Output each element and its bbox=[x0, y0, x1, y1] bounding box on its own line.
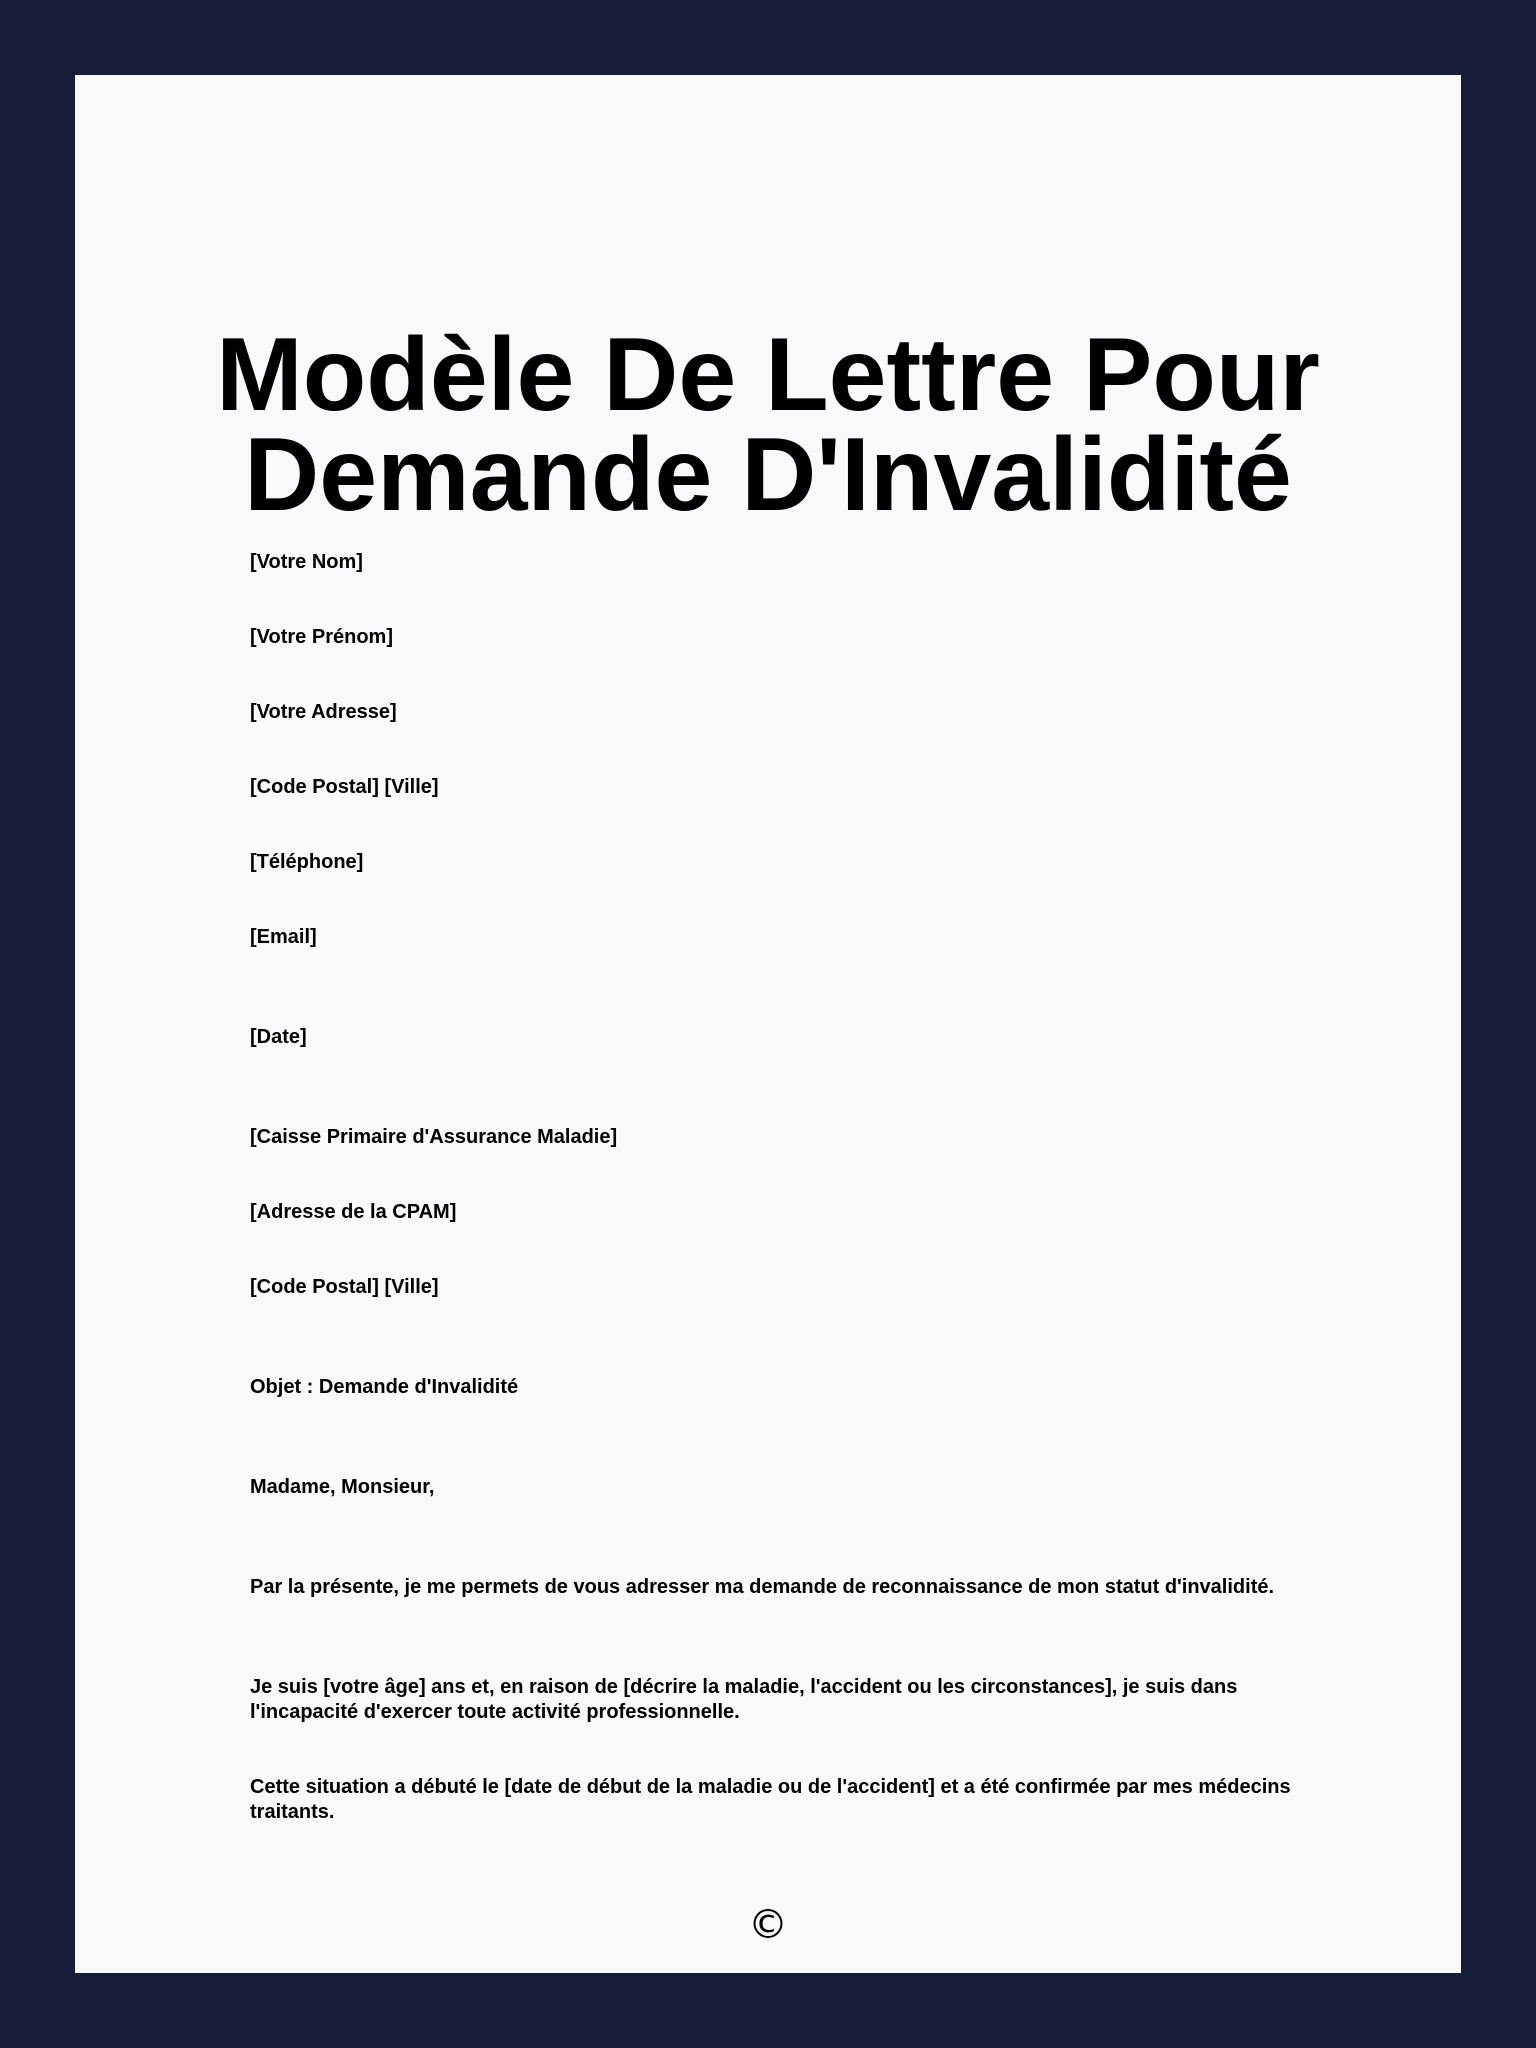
sender-first-name: [Votre Prénom] bbox=[250, 626, 393, 648]
title-line-1: Modèle De Lettre Pour bbox=[216, 317, 1320, 433]
sender-name: [Votre Nom] bbox=[250, 551, 363, 573]
letter-date: [Date] bbox=[250, 1026, 307, 1048]
recipient-address: [Adresse de la CPAM] bbox=[250, 1201, 457, 1223]
body-paragraph: Cette situation a débuté le [date de début de la maladie ou de l'accident] et a été confirmée par mes médecins traitants. bbox=[250, 1776, 1291, 1823]
title-line-2: Demande D'Invalidité bbox=[244, 417, 1292, 533]
sender-email: [Email] bbox=[250, 926, 317, 948]
page-title bbox=[75, 317, 1461, 533]
body-paragraph: Je suis [votre âge] ans et, en raison de [décrire la maladie, l'accident ou les circonstances], je suis dans l'incapacité d'exercer toute activité professionnelle. bbox=[250, 1676, 1238, 1723]
letter-salutation: Madame, Monsieur, bbox=[250, 1476, 435, 1498]
recipient-postal-city: [Code Postal] [Ville] bbox=[250, 1276, 439, 1298]
sender-postal-city: [Code Postal] [Ville] bbox=[250, 776, 439, 798]
body-paragraph: Par la présente, je me permets de vous adresser ma demande de reconnaissance de mon statut d'invalidité. bbox=[250, 1576, 1275, 1598]
sender-phone: [Téléphone] bbox=[250, 851, 364, 873]
sender-address: [Votre Adresse] bbox=[250, 701, 397, 723]
recipient-organization: [Caisse Primaire d'Assurance Maladie] bbox=[250, 1126, 618, 1148]
letter-subject: Objet : Demande d'Invalidité bbox=[250, 1376, 519, 1398]
letter-page bbox=[75, 75, 1461, 1973]
copyright-icon: © bbox=[748, 1902, 788, 1948]
